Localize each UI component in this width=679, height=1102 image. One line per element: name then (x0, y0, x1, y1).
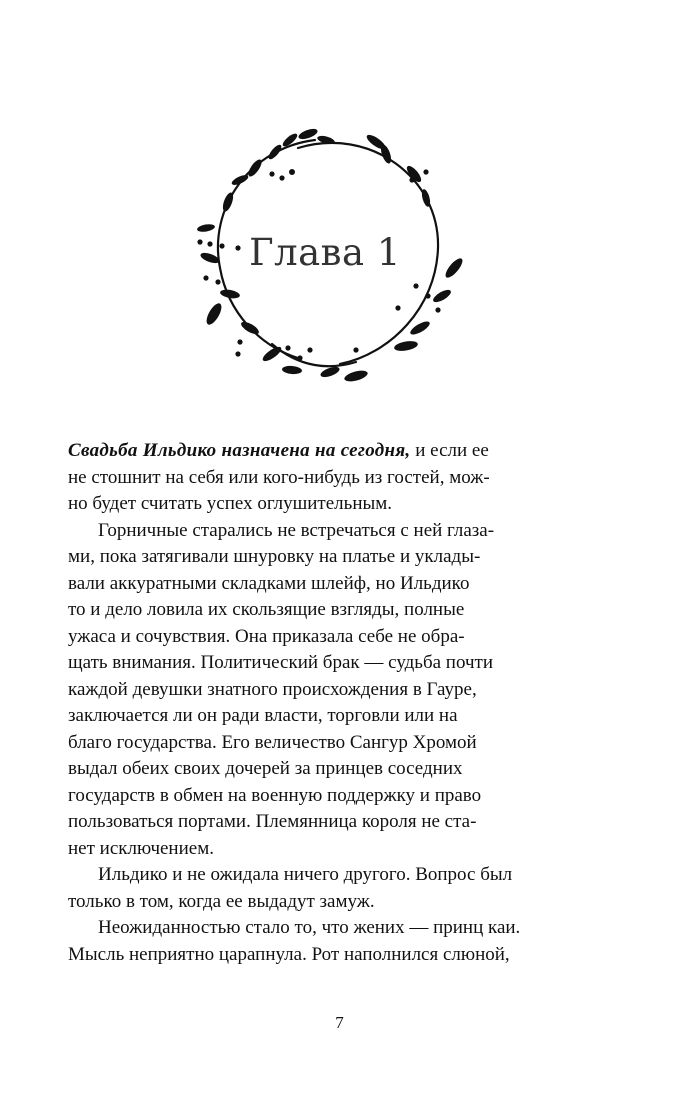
text-line: Ильдико и не ожидала ничего другого. Вопрос был (98, 864, 513, 885)
page-number: 7 (335, 1013, 344, 1032)
text-line: щать внимания. Политический брак — судьба почти (68, 652, 494, 673)
text-line: государств в обмен на военную поддержку и право (68, 784, 482, 806)
text-line: благо государства. Его величество Сангур Хромой (68, 731, 477, 753)
text-line: нет исключением. (68, 837, 214, 859)
body-text (68, 438, 580, 968)
text-line: каждой девушки знатного происхождения в Гауре, (68, 678, 477, 700)
text-line: Неожиданностью стало то, что жених — принц каи. (98, 917, 521, 938)
text-line: Мысль неприятно царапнула. Рот наполнился слюной, (68, 943, 510, 965)
text-line: только в том, когда ее выдадут замуж. (68, 890, 375, 912)
text-line: выдал обеих своих дочерей за принцев соседних (68, 758, 463, 779)
text-line: пользоваться портами. Племянница короля не ста- (68, 811, 477, 832)
text-line: Свадьба Ильдико назначена на сегодня, и если ее (68, 440, 489, 461)
text-line: ужаса и сочувствия. Она приказала себе не обра- (68, 625, 465, 647)
text-line: но будет считать успех оглушительным. (68, 493, 393, 514)
text-line: ми, пока затягивали шнуровку на платье и уклады- (68, 546, 481, 567)
text-line: заключается ли он ради власти, торговли или на (68, 705, 458, 726)
text-line: не стошнит на себя или кого-нибудь из гостей, мож- (68, 466, 490, 488)
text-line: Горничные старались не встречаться с ней глаза- (98, 519, 495, 541)
text-line: вали аккуратными складками шлейф, но Ильдико (68, 572, 470, 594)
lead-phrase: Свадьба Ильдико назначена на сегодня, (68, 440, 411, 461)
chapter-title: Глава 1 (249, 231, 401, 274)
text-line: то и дело ловила их скользящие взгляды, полные (68, 599, 465, 620)
